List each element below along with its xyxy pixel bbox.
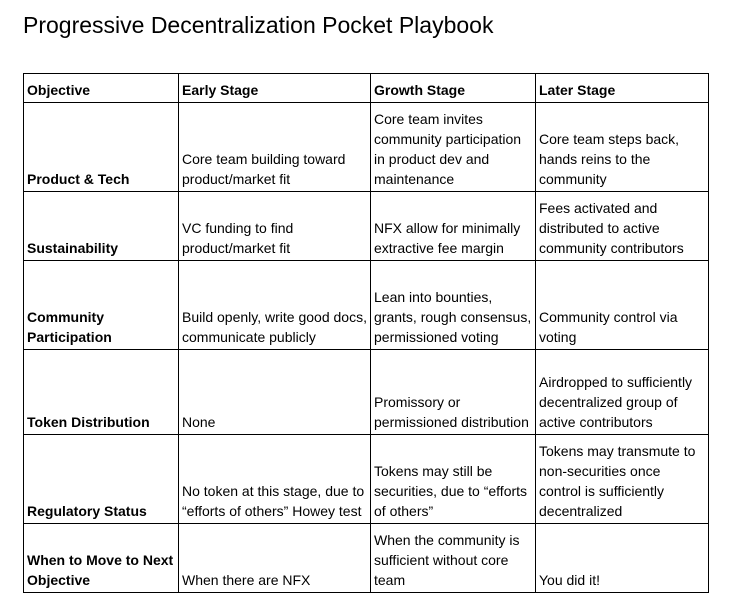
- growth-stage-cell: Lean into bounties, grants, rough consensus, permissioned voting: [371, 261, 536, 350]
- early-stage-cell: VC funding to find product/market fit: [179, 192, 371, 261]
- objective-cell: Token Distribution: [24, 350, 179, 435]
- column-header-later-stage: Later Stage: [536, 74, 709, 103]
- page-title: Progressive Decentralization Pocket Playbook: [23, 12, 494, 38]
- column-header-growth-stage: Growth Stage: [371, 74, 536, 103]
- table-header-row: [24, 74, 709, 103]
- table-row: [24, 261, 709, 350]
- later-stage-cell: Airdropped to sufficiently decentralized group of active contributors: [536, 350, 709, 435]
- later-stage-cell: Tokens may transmute to non-securities once control is sufficiently decentralized: [536, 435, 709, 524]
- early-stage-cell: None: [179, 350, 371, 435]
- table-row: [24, 192, 709, 261]
- later-stage-cell: Community control via voting: [536, 261, 709, 350]
- table-row: [24, 435, 709, 524]
- objective-cell: Sustainability: [24, 192, 179, 261]
- objective-cell: Regulatory Status: [24, 435, 179, 524]
- later-stage-cell: Core team steps back, hands reins to the community: [536, 103, 709, 192]
- growth-stage-cell: Tokens may still be securities, due to “efforts of others”: [371, 435, 536, 524]
- later-stage-cell: Fees activated and distributed to active community contributors: [536, 192, 709, 261]
- table-row: [24, 103, 709, 192]
- table-row: [24, 350, 709, 435]
- table-row: [24, 524, 709, 593]
- column-header-early-stage: Early Stage: [179, 74, 371, 103]
- later-stage-cell: You did it!: [536, 524, 709, 593]
- objective-cell: Community Participation: [24, 261, 179, 350]
- growth-stage-cell: Promissory or permissioned distribution: [371, 350, 536, 435]
- playbook-table: [23, 73, 709, 593]
- growth-stage-cell: When the community is sufficient without core team: [371, 524, 536, 593]
- early-stage-cell: No token at this stage, due to “efforts of others” Howey test: [179, 435, 371, 524]
- early-stage-cell: When there are NFX: [179, 524, 371, 593]
- column-header-objective: Objective: [24, 74, 179, 103]
- objective-cell: Product & Tech: [24, 103, 179, 192]
- early-stage-cell: Build openly, write good docs, communicate publicly: [179, 261, 371, 350]
- growth-stage-cell: Core team invites community participation in product dev and maintenance: [371, 103, 536, 192]
- growth-stage-cell: NFX allow for minimally extractive fee margin: [371, 192, 536, 261]
- objective-cell: When to Move to Next Objective: [24, 524, 179, 593]
- early-stage-cell: Core team building toward product/market fit: [179, 103, 371, 192]
